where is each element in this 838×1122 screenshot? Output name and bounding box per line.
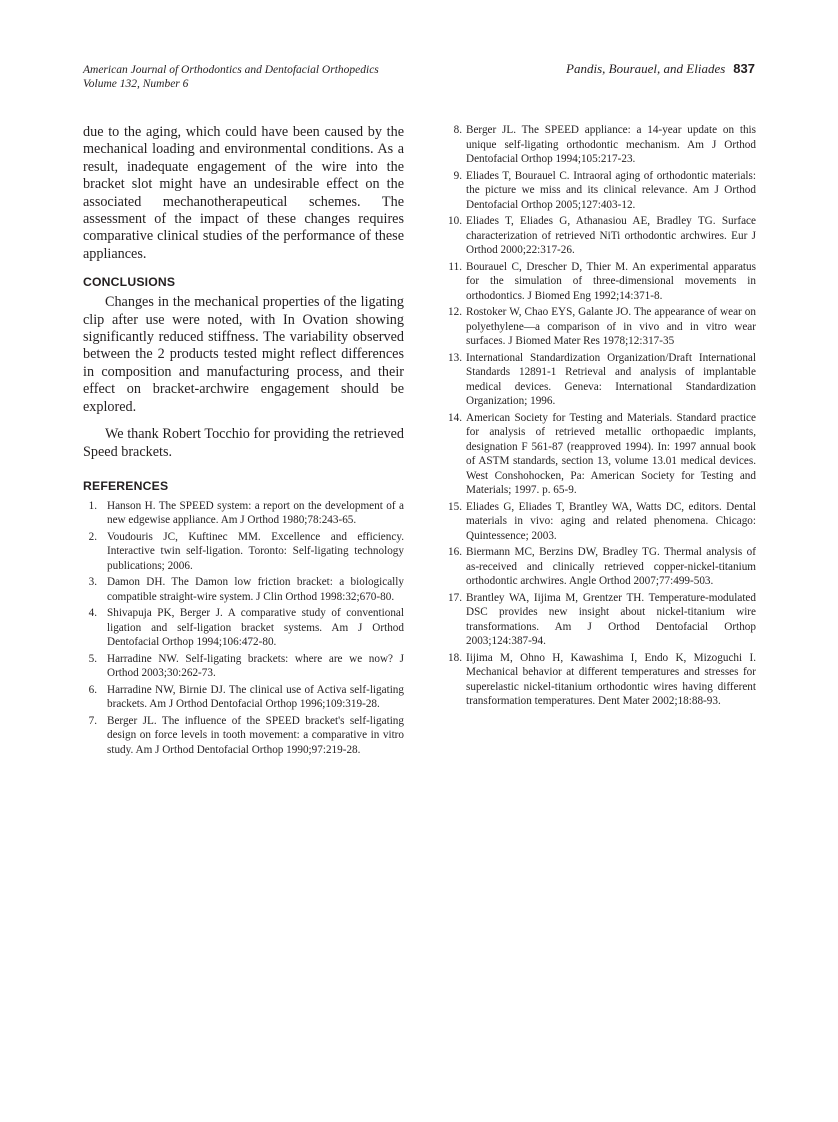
reference-number: 4. [88, 607, 97, 620]
reference-item [83, 652, 404, 681]
reference-item [83, 683, 404, 712]
reference-item [83, 575, 404, 604]
reference-item [83, 499, 404, 528]
reference-item [83, 606, 404, 650]
reference-text: Shivapuja PK, Berger J. A comparative study of conventional ligation and self-ligation bracket systems. Am J Orthod Dentofacial Orthop 1994;106:472-80. [107, 607, 404, 649]
reference-item [443, 260, 756, 304]
reference-text: Biermann MC, Berzins DW, Bradley TG. Thermal analysis of as-received and clinically retrieved copper-nickel-titanium orthodontic archwires. Angle Orthod 2007;77:499-503. [466, 546, 756, 587]
reference-text: Eliades G, Eliades T, Brantley WA, Watts DC, editors. Dental materials in vivo: aging and related phenomena. Chicago: Quintessence; 2003. [466, 500, 756, 542]
reference-number: 14. [448, 411, 462, 424]
reference-item [83, 530, 404, 574]
reference-text: Eliades T, Eliades G, Athanasiou AE, Bradley TG. Surface characterization of retrieved NiTi orthodontic archwires. Eur J Orthod 2000;22:317-26. [466, 215, 756, 256]
reference-item [443, 214, 756, 258]
reference-text: Damon DH. The Damon low friction bracket: a biologically compatible straight-wire system. J Clin Orthod 1998:32;670-80. [107, 576, 404, 603]
reference-item [443, 123, 756, 167]
reference-item [443, 651, 756, 709]
reference-text: International Standardization Organization/Draft International Standards 12891-1 Retrieval and analysis of implantable medical devices. Geneva: International Standardization Organization; 1996. [466, 351, 756, 407]
reference-text: American Society for Testing and Materials. Standard practice for analysis of retrieved metallic orthopaedic implants, designation F 561-87 (reapproved 1994). In: 1997 annual book of ASTM standards, section 13, volume 13.01 medical devices. West Conshohocken, Pa: American Society for Testing and Materials; 1997. p. 65-9. [466, 411, 756, 496]
journal-title: American Journal of Orthodontics and Dentofacial Orthopedics [83, 64, 379, 76]
reference-number: 12. [448, 306, 462, 318]
references-heading: REFERENCES [83, 478, 169, 493]
page-number: 837 [733, 61, 755, 76]
reference-number: 18. [448, 651, 462, 664]
reference-number: 2. [88, 530, 97, 543]
references-list-right [443, 123, 756, 709]
reference-number: 6. [88, 683, 97, 696]
reference-item [443, 351, 756, 409]
references-list-left [83, 499, 404, 758]
running-header-right [566, 61, 755, 77]
reference-number: 7. [88, 714, 97, 727]
reference-text: Harradine NW. Self-ligating brackets: where are we now? J Orthod 2003;30:262-73. [107, 652, 404, 680]
reference-text: Berger JL. The influence of the SPEED bracket's self-ligating design on force levels in tooth movement: a comparative in vitro study. Am J Orthod Dentofacial Orthop 1990;97:219-28. [107, 714, 404, 756]
discussion-paragraph: due to the aging, which could have been caused by the mechanical loading and environmental conditions. As a result, inadequate engagement of the wire into the bracket slot might have an undesirable effect on the associated mechanotherapeutical schemes. The assessment of the impact of these changes requires comparative clinical studies of the performance of these appliances. [83, 124, 404, 262]
reference-text: Voudouris JC, Kuftinec MM. Excellence and efficiency. Interactive twin self-ligation. Toronto: Self-ligating technology publications; 2006. [107, 530, 404, 572]
reference-number: 3. [88, 576, 97, 589]
reference-number: 1. [88, 499, 97, 512]
authors: Pandis, Bourauel, and Eliades [566, 61, 726, 76]
right-column [443, 123, 756, 711]
left-column [83, 124, 404, 759]
reference-text: Rostoker W, Chao EYS, Galante JO. The appearance of wear on polyethylene—a comparison of in vivo and in vitro wear surfaces. J Biomed Mater Res 1978;12:317-35 [466, 306, 756, 347]
reference-number: 15. [448, 500, 462, 513]
reference-item [443, 305, 756, 349]
conclusions-heading: CONCLUSIONS [83, 275, 176, 290]
reference-number: 10. [448, 215, 462, 227]
reference-item [443, 591, 756, 649]
reference-number: 16. [448, 546, 462, 558]
reference-text: Eliades T, Bourauel C. Intraoral aging of orthodontic materials: the picture we miss and its clinical relevance. Am J Orthod Dentofacial Orthop 2005;127:403-12. [466, 169, 756, 211]
reference-item [443, 169, 756, 213]
reference-text: Brantley WA, Iijima M, Grentzer TH. Temperature-modulated DSC provides new insight about nickel-titanium wire transformations. Am J Orthod Dentofacial Orthop 2003;124:387-94. [466, 591, 756, 647]
reference-number: 13. [448, 351, 462, 364]
reference-number: 5. [88, 652, 97, 665]
reference-item [443, 500, 756, 544]
reference-number: 11. [448, 260, 462, 273]
acknowledgment-paragraph: We thank Robert Tocchio for providing the retrieved Speed brackets. [83, 426, 404, 460]
reference-text: Harradine NW, Birnie DJ. The clinical use of Activa self-ligating brackets. Am J Orthod Dentofacial Orthop 1996;109:319-28. [107, 683, 404, 711]
reference-item [83, 714, 404, 758]
reference-text: Berger JL. The SPEED appliance: a 14-year update on this unique self-ligating orthodontic mechanism. Am J Orthod Dentofacial Orthop 1994;105:217-23. [466, 124, 756, 165]
reference-text: Hanson H. The SPEED system: a report on the development of a new edgewise appliance. Am J Orthod 1980;78:243-65. [107, 499, 404, 527]
reference-text: Iijima M, Ohno H, Kawashima I, Endo K, Mizoguchi I. Mechanical behavior at different temperatures and stresses for superelastic nickel-titanium orthodontic wires having different transformation temperatures. Dent Mater 2002;18:88-93. [466, 651, 756, 707]
journal-volume: Volume 132, Number 6 [83, 78, 189, 90]
reference-item [443, 545, 756, 589]
reference-number: 9. [453, 169, 462, 182]
reference-number: 8. [453, 124, 462, 136]
conclusions-paragraph: Changes in the mechanical properties of the ligating clip after use were noted, with In Ovation showing significantly reduced stiffness. The variability observed between the 2 products tested might reflect differences in composition and manufacturing process, and their effect on bracket-archwire engagement should be explored. [83, 294, 404, 415]
running-header-left [83, 63, 379, 91]
reference-number: 17. [448, 591, 462, 604]
reference-text: Bourauel C, Drescher D, Thier M. An experimental apparatus for the simulation of three-dimensional movements in orthodontics. J Biomed Eng 1992;14:371-8. [466, 260, 756, 302]
reference-item [443, 411, 756, 498]
